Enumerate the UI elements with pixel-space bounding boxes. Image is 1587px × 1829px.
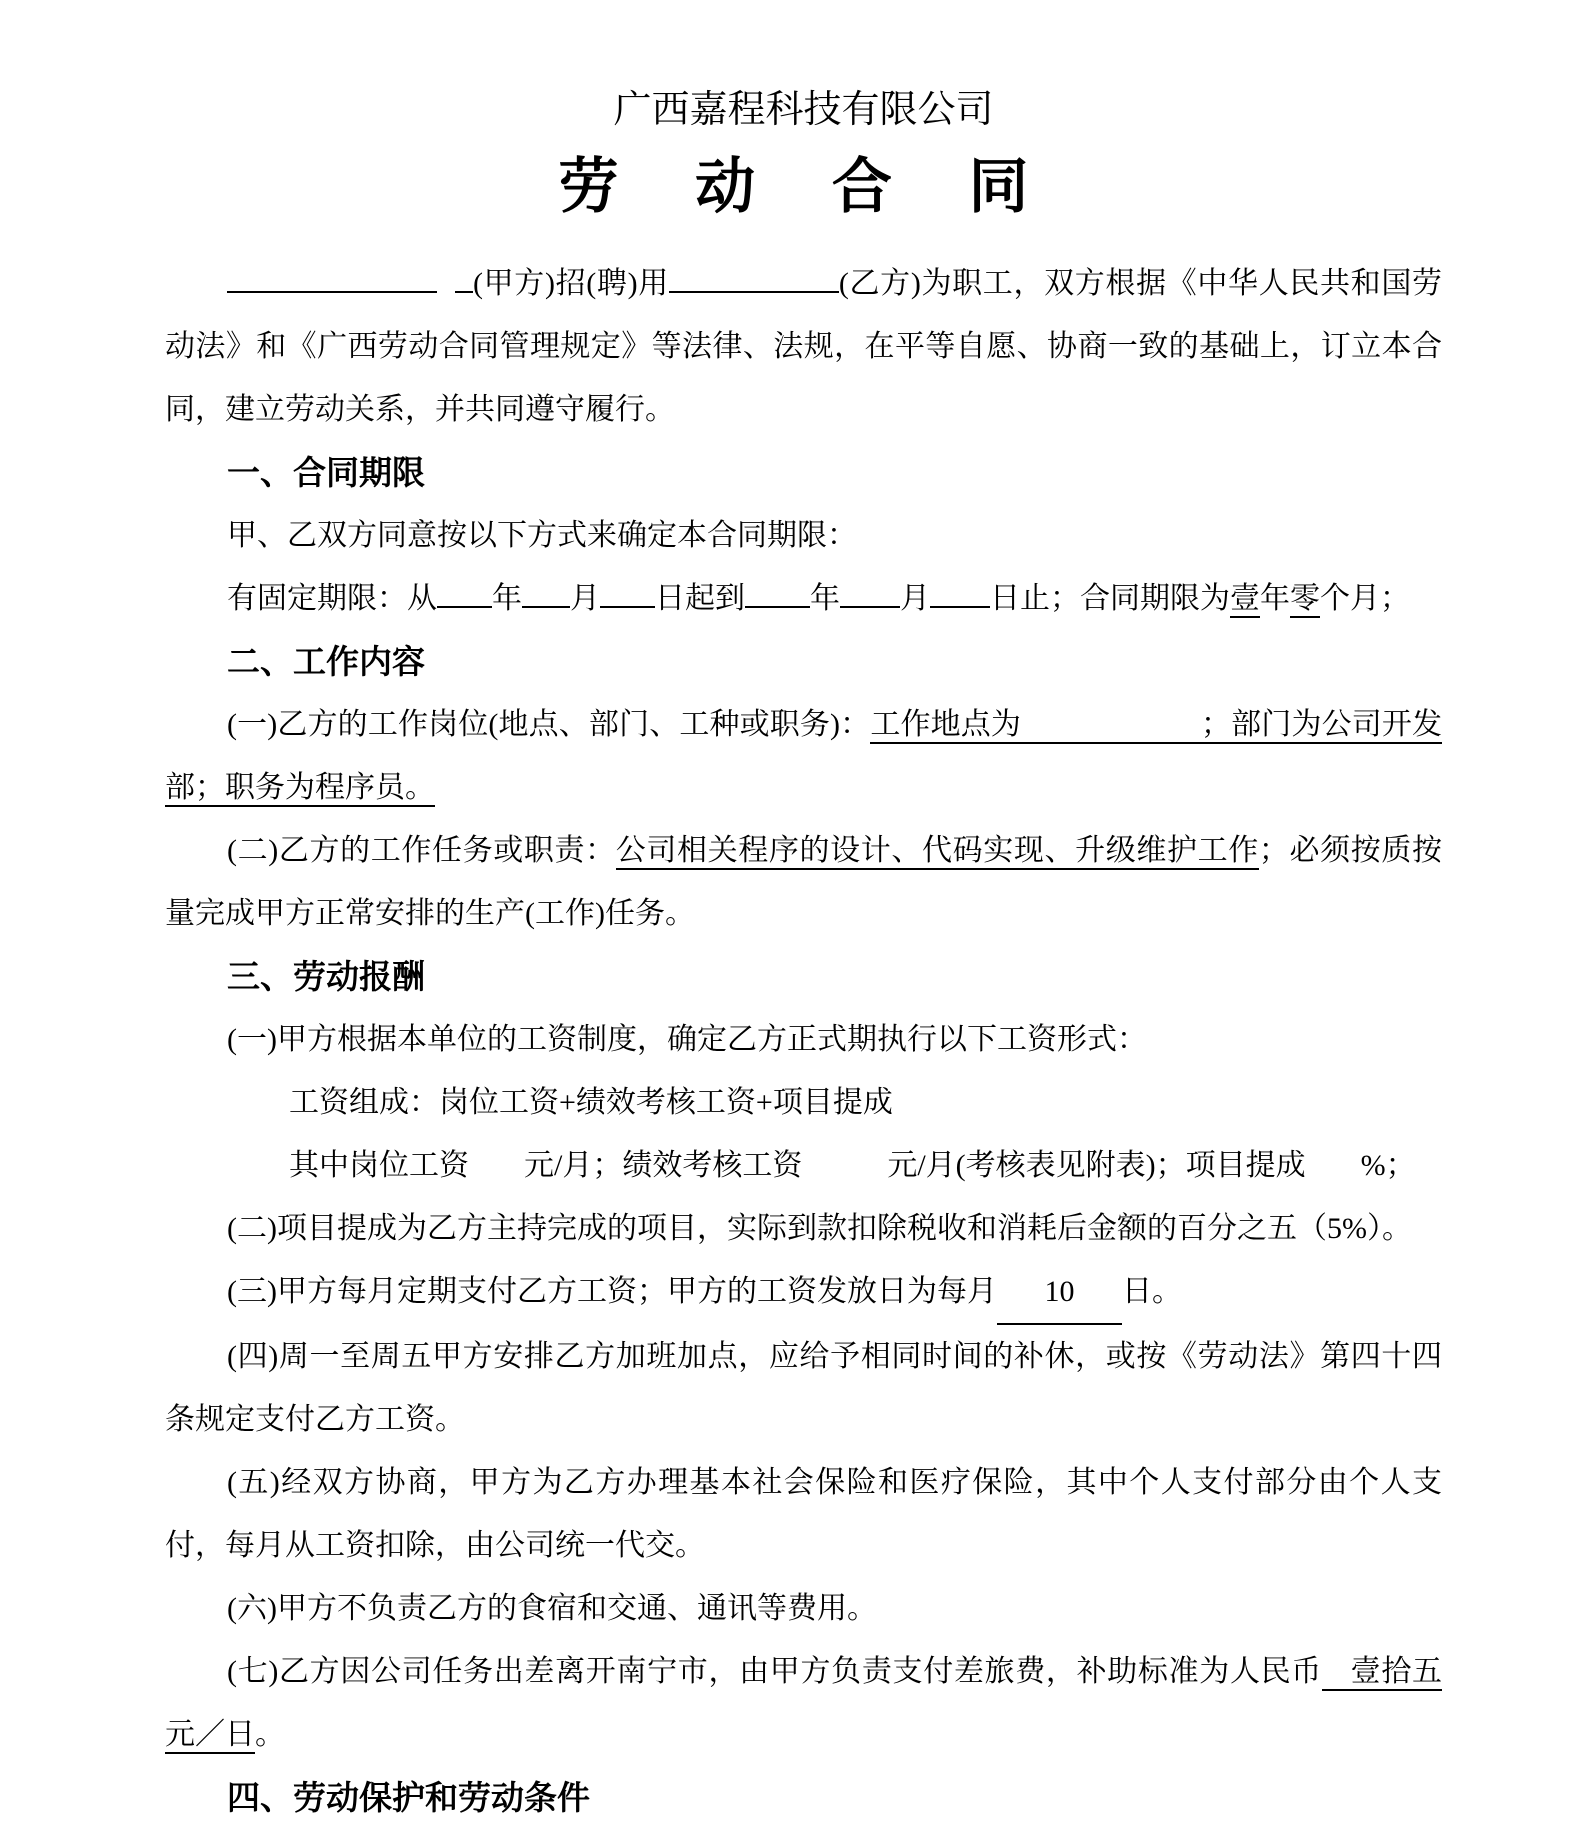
work-duty-label: (二)乙方的工作任务或职责： — [227, 834, 616, 867]
performance-salary-label: 元/月；绩效考核工资 — [524, 1149, 803, 1182]
work-position-paragraph — [165, 693, 1442, 819]
section3-heading: 三、劳动报酬 — [227, 958, 425, 995]
section4-heading: 四、劳动保护和劳动条件 — [227, 1779, 590, 1816]
pay-date-paragraph — [165, 1260, 1442, 1325]
duration-month-value: 零 — [1290, 582, 1320, 618]
start-day-blank — [600, 572, 655, 608]
percent-label: %； — [1360, 1149, 1416, 1182]
intro-body-text: (乙方)为职工，双方根据《中华人民共和国劳动法》和《广西劳动合同管理规定》等法律、法规，在平等自愿、协商一致的基础上，订立本合同，建立劳动关系，并共同遵守履行。 — [165, 267, 1442, 426]
pay-date-suffix: 日。 — [1121, 1275, 1182, 1308]
party-a-blank-tail — [455, 257, 473, 293]
project-commission-blank — [1306, 1141, 1361, 1175]
travel-allowance-value: 壹拾五元／日 — [165, 1655, 1442, 1751]
expenses-paragraph: (六)甲方不负责乙方的食宿和交通、通讯等费用。 — [227, 1592, 877, 1625]
travel-allowance-label: (七)乙方因公司任务出差离开南宁市，由甲方负责支付差旅费，补助标准为人民币 — [227, 1655, 1322, 1688]
work-duty-paragraph — [165, 819, 1442, 945]
base-salary-label: 其中岗位工资 — [289, 1149, 469, 1182]
work-duty-rest: ；必须按质按量完成甲方正常安排的生产(工作)任务。 — [165, 834, 1443, 930]
start-year-blank — [437, 572, 492, 608]
month1-label: 月 — [570, 582, 600, 615]
project-commission-label: 元/月(考核表见附表)；项目提成 — [887, 1149, 1306, 1182]
work-location-label: 工作地点为 — [870, 708, 1022, 741]
document-title: 劳 动 合 同 — [558, 153, 1049, 220]
end-year-blank — [745, 572, 810, 608]
section2-heading: 二、工作内容 — [227, 643, 425, 680]
start-month-blank — [522, 572, 570, 608]
year2-label: 年 — [810, 582, 840, 615]
salary-form-paragraph: (一)甲方根据本单位的工资制度，确定乙方正式期执行以下工资形式： — [227, 1023, 1147, 1056]
travel-allowance-paragraph — [165, 1640, 1442, 1766]
fixed-term-prefix: 有固定期限：从 — [227, 582, 437, 615]
travel-allowance-leading-gap — [1322, 1647, 1350, 1681]
travel-allowance-period: 。 — [255, 1718, 285, 1751]
end-day-blank — [930, 572, 990, 608]
overtime-paragraph: (四)周一至周五甲方安排乙方加班加点，应给予相同时间的补休，或按《劳动法》第四十四条规定支付乙方工资。 — [165, 1340, 1442, 1436]
party-a-blank-field — [227, 257, 437, 293]
section1-heading: 一、合同期限 — [227, 454, 425, 491]
intro-party-a-label: (甲方)招(聘)用 — [473, 267, 669, 300]
end-month-blank — [840, 572, 900, 608]
seg-start-label: 日起到 — [655, 582, 745, 615]
department-title-filled: ；部门为公司开发部；职务为程序员。 — [165, 708, 1443, 804]
year1-label: 年 — [492, 582, 522, 615]
seg-end-label: 日止；合同期限为 — [990, 582, 1230, 615]
base-salary-blank — [469, 1141, 524, 1175]
commission-paragraph: (二)项目提成为乙方主持完成的项目，实际到款扣除税收和消耗后金额的百分之五（5%）。 — [227, 1212, 1412, 1245]
pay-date-value-field — [997, 1260, 1122, 1325]
party-b-blank-field — [669, 257, 839, 293]
work-location-blank — [1021, 700, 1201, 734]
work-duty-filled: 公司相关程序的设计、代码实现、升级维护工作 — [616, 834, 1259, 870]
performance-salary-blank — [802, 1141, 887, 1175]
intro-paragraph — [165, 252, 1442, 441]
fixed-term-line — [165, 567, 1442, 630]
month2-label: 月 — [900, 582, 930, 615]
work-position-label: (一)乙方的工作岗位(地点、部门、工种或职务)： — [227, 708, 871, 741]
salary-amounts-line — [165, 1134, 1442, 1197]
salary-composition-line: 工资组成：岗位工资+绩效考核工资+项目提成 — [289, 1086, 893, 1119]
duration-year-unit: 年 — [1260, 582, 1290, 615]
company-name: 广西嘉程科技有限公司 — [613, 89, 994, 131]
duration-year-value: 壹 — [1230, 582, 1260, 618]
duration-tail: 个月； — [1320, 582, 1410, 615]
pay-date-value: 10 — [1044, 1275, 1075, 1308]
insurance-paragraph: (五)经双方协商，甲方为乙方办理基本社会保险和医疗保险，其中个人支付部分由个人支付，每月从工资扣除，由公司统一代交。 — [165, 1466, 1442, 1562]
section1-agree-line: 甲、乙双方同意按以下方式来确定本合同期限： — [227, 519, 857, 552]
pay-date-label: (三)甲方每月定期支付乙方工资；甲方的工资发放日为每月 — [227, 1275, 997, 1308]
